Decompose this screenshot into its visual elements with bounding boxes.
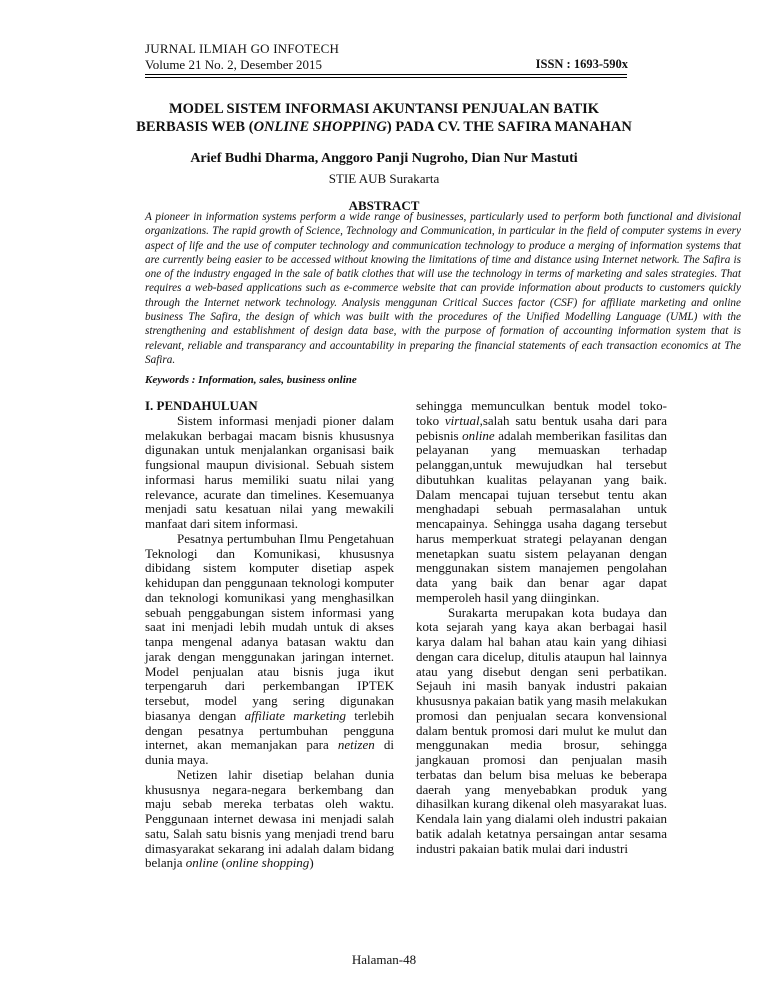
paragraph-2-italic-1: affiliate marketing bbox=[244, 707, 347, 723]
title-line-2 bbox=[120, 118, 648, 136]
paper-title bbox=[120, 100, 648, 136]
title-line-2-end: ) PADA CV. THE SAFIRA MANAHAN bbox=[386, 119, 632, 135]
journal-volume: Volume 21 No. 2, Desember 2015 bbox=[145, 57, 323, 72]
paragraph-1: Sistem informasi menjadi pioner dalam melakukan berbagai macam bisnis khususnya digunakan untuk menjalankan organisasi baik fungsional maupun divisional. Sebuah sistem informasi harus memiliki suatu nilai yang relevance, acurate dan timelines. Kesemuanya menjadi satu kesatuan nilai yang mewakili manfaat dari sitem informasi. bbox=[145, 412, 394, 531]
keywords: Keywords : Information, sales, business online bbox=[145, 374, 357, 386]
paragraph-3-text-c: ) bbox=[309, 855, 314, 871]
abstract-heading: ABSTRACT bbox=[348, 198, 420, 213]
column-right bbox=[416, 399, 667, 856]
title-line-1: MODEL SISTEM INFORMASI AKUNTANSI PENJUALAN BATIK bbox=[168, 101, 600, 117]
paragraph-3-italic-2: online shopping bbox=[225, 855, 310, 871]
page-number: Halaman-48 bbox=[351, 952, 417, 967]
paragraph-2-text-b: terlebih dengan pesatnya pertumbuhan pengguna internet, akan memanjakan para bbox=[145, 707, 394, 753]
abstract-text: A pioneer in information systems perform a wide range of businesses, particularly used to perform both functional and divisional organizations. The rapid growth of Science, Technology and Communication, in particular in the field of computer systems in every aspect of life and the use of computer technology and communication technology to produce a merging of information systems that are currently being easier to be accessed without knowing the limitations of time and distance using Internet network. The Safira is one of the industry engaged in the sale of batik clothes that will use the technology in terms of marketing and sales strategies. That requires a web-based applications such as e-commerce website that can provide information about products to customers quickly through the Internet network technology. Analysis menggunan Critical Succes factor (CSF) for affiliate marketing and online business The Safira, the design of which was built with the procedures of the Unified Modelling Language (UML) with the strengthening and establishment of design data base, with the purpose of formation of accounting information system that is relevant, reliable and transparancy and accountability in preparing the financial statements of each transaction economics at The Safira. bbox=[145, 211, 741, 366]
paragraph-3 bbox=[145, 768, 394, 871]
author-affiliation: STIE AUB Surakarta bbox=[328, 171, 440, 186]
paragraph-2-text-c: di dunia maya. bbox=[145, 737, 394, 767]
title-line-2-italic: ONLINE SHOPPING bbox=[253, 119, 387, 135]
title-line-2-start: BERBASIS WEB ( bbox=[136, 119, 254, 135]
header-rule-bottom bbox=[145, 77, 627, 78]
section-heading: I. PENDAHULUAN bbox=[145, 398, 258, 413]
paragraph-5: Surakarta merupakan kota budaya dan kota sejarah yang kaya akan berbagai hasil karya dalam hal bahan atau kain yang dihiasi dengan cara dicelup, ditulis ataupun hal lainnya atau yang disebut dengan seni perbatikan. Sejauh ini masih banyak industri pakaian khususnya pakaian batik yang masih melakukan promosi dan penjualan secara konvensional dalam bentuk promosi dari mulut ke mulut dan menggunakan media brosur, sehingga jangkauan promosi dan penjualan masih terbatas dan belum bisa meluas ke beberapa daerah yang menyebabkan produk yang dihasilkan kurang dikenal oleh masyarakat luas. Kendala lain yang dialami oleh industri pakaian batik adalah ketatnya persaingan antar sesama industri pakaian batik mulai dari industri bbox=[416, 604, 667, 856]
paragraph-4-text-a: sehingga memunculkan bentuk model toko-toko bbox=[416, 398, 667, 428]
paragraph-2-italic-2: netizen bbox=[337, 737, 375, 753]
journal-name: JURNAL ILMIAH GO INFOTECH bbox=[145, 41, 340, 56]
paragraph-4-italic-1: virtual bbox=[444, 412, 480, 428]
column-left bbox=[145, 399, 394, 871]
paragraph-2-text-a: Pesatnya pertumbuhan Ilmu Pengetahuan Teknologi dan Komunikasi, khususnya dibidang sistem komputer disetiap aspek kehidupan dan penggunaan teknologi komputer dan teknologi komunikasi yang menghasilkan sebuah penggabungan sistem informasi yang saat ini menjadi lebih mudah untuk di akses tanpa mengenal adanya batasan waktu dan jarak dengan menggunakan jaringan internet. Model penjualan atau bisnis juga ikut terpengaruh dari perkembangan IPTEK tersebut, model yang sering digunakan biasanya dengan bbox=[145, 530, 394, 723]
paragraph-4-italic-2: online bbox=[462, 427, 495, 443]
paragraph-3-italic-1: online bbox=[185, 855, 219, 871]
paragraph-3-text-a: Netizen lahir disetiap belahan dunia khususnya negara-negara berkembang dan maju sebab mereka terbatas oleh waktu. Penggunaan internet dewasa ini menjadi salah satu, Salah satu bisnis yang menjadi trend baru dimasyarakat sekarang ini adalah dalam bidang belanja bbox=[145, 766, 394, 871]
paragraph-3-text-b: ( bbox=[218, 855, 226, 871]
paragraph-4-text-c: adalah memberikan fasilitas dan pelayanan yang memuaskan terhadap pelanggan,untuk mewujudkan hal tersebut dibutuhkan kualitas pelayanan yang baik. Dalam mencapai tujuan tersebut tentu akan menghadapi sebuah permasalahan untuk mencapainya. Sehingga usaha dagang tersebut harus memperkuat strategi pelayanan dengan menetapkan suatu sistem pelayanan dengan menggunakan sistem manajemen pengolahan data yang baik dan benar agar dapat memperoleh hasil yang diinginkan. bbox=[416, 427, 667, 605]
journal-issn: ISSN : 1693-590x bbox=[535, 57, 628, 71]
paragraph-2 bbox=[145, 532, 394, 768]
paper-authors: Arief Budhi Dharma, Anggoro Panji Nugroho, Dian Nur Mastuti bbox=[190, 151, 578, 166]
header-rule-top bbox=[145, 74, 627, 75]
paragraph-4 bbox=[416, 399, 667, 606]
paragraph-4-text-b: ,salah satu bentuk usaha dari para pebisnis bbox=[416, 412, 667, 443]
